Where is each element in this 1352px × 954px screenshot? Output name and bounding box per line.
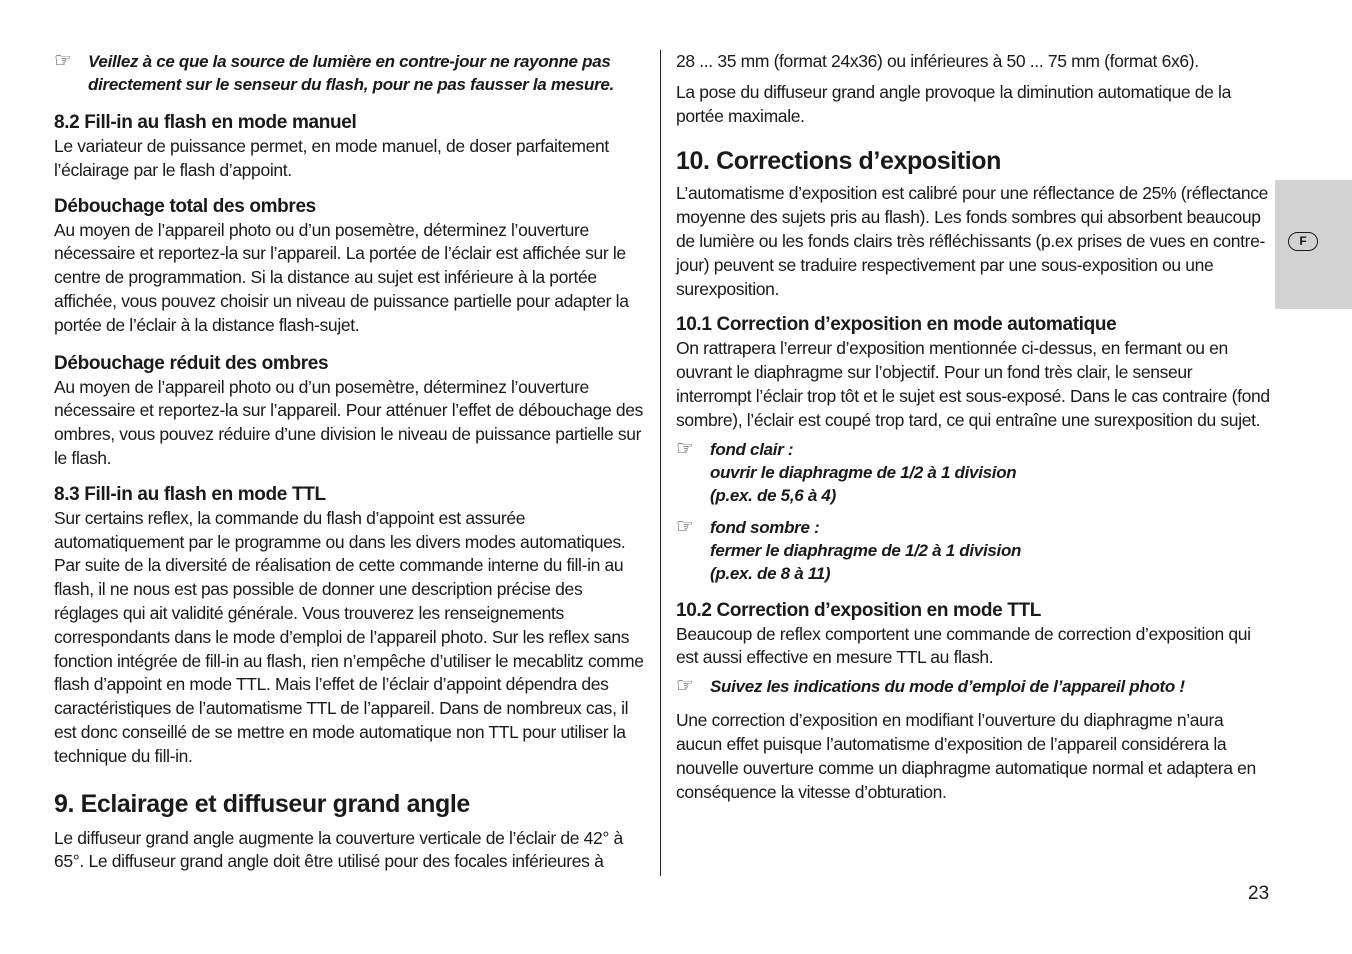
paragraph-10-1: On rattrapera l’erreur d’exposition mentionnée ci-dessus, en fermant ou en ouvrant le diaphragme sur l’objectif. Pour un fond très clair, le senseur interrompt l’éclair trop tôt et le sujet est sous-exposé. Dans le cas contraire (fond sombre), l’éclair est coupé trop tard, ce qui entraîne une surexposition du sujet.	[676, 338, 1270, 430]
note-contre-jour	[54, 50, 650, 96]
heading-debouchage-total: Débouchage total des ombres	[54, 195, 316, 217]
heading-8-2: 8.2 Fill-in au flash en mode manuel	[54, 112, 357, 133]
page-number: 23	[1248, 883, 1270, 904]
note-line: ouvrir le diaphragme de 1/2 à 1 division	[710, 462, 1017, 482]
heading-10-2: 10.2 Correction d’exposition en mode TTL	[676, 599, 1041, 621]
note-line: Veillez à ce que la source de lumière en contre-jour ne rayonne pas	[88, 52, 611, 71]
pointing-hand-icon: ☞	[676, 437, 694, 460]
pointing-hand-icon: ☞	[54, 50, 72, 72]
paragraph-debouchage-reduit: Au moyen de l’appareil photo ou d’un posemètre, déterminez l’ouverture nécessaire et reportez-la sur l’appareil. Pour atténuer l’effet de débouchage des ombres, vous pouvez réduire d’une division le niveau de puissance partielle sur le flash.	[54, 376, 644, 468]
note-line: Suivez les indications du mode d’emploi de l’appareil photo !	[710, 677, 1185, 697]
note-fond-sombre	[676, 516, 1270, 585]
note-line: fermer le diaphragme de 1/2 à 1 division	[710, 540, 1022, 560]
note-line: fond clair :	[710, 439, 794, 459]
pointing-hand-icon: ☞	[676, 675, 694, 698]
paragraph-8-3: Sur certains reflex, la commande du flash d’appoint est assurée automatiquement par le programme ou dans les divers modes automatiques. Par suite de la diversité de réalisation de cette commande interne du fill-in au flash, il ne nous est pas possible de donner une description précise des réglages qui ait validité générale. Vous trouverez les renseignements correspondants dans le mode d’emploi de l’appareil photo. Sur les reflex sans fonction intégrée de fill-in au flash, rien n’empêche d’utiliser le mecablitz comme flash d’appoint en mode TTL. Mais l’effet de l’éclair d’appoint dépendra des caractéristiques de l’automatisme TTL de l’appareil. Dans de nombreux cas, il est donc conseillé de se mettre en mode automatique non TTL pour utiliser la technique du fill-in.	[54, 507, 644, 766]
pointing-hand-icon: ☞	[676, 515, 694, 538]
left-column	[54, 50, 650, 874]
paragraph-debouchage-total: Au moyen de l’appareil photo ou d’un posemètre, déterminez l’ouverture nécessaire et reportez-la sur l’appareil. La portée de l’éclair est affichée sur le centre de programmation. Si la distance au sujet est inférieure à la portée affichée, vous pouvez choisir un niveau de puissance partielle pour adapter la portée de l’éclair à la distance flash-sujet.	[54, 219, 629, 335]
paragraph-10: L’automatisme d’exposition est calibré pour une réflectance de 25% (réflectance moyenne des sujets pris au flash). Les fonds sombres qui absorbent beaucoup de lumière ou les fonds clairs très réfléchissants (p.ex prises de vues en contre-jour) peuvent se traduire respectivement par une sous-exposition ou une surexposition.	[676, 183, 1269, 299]
note-line: directement sur le senseur du flash, pour ne pas fausser la mesure.	[88, 75, 614, 94]
language-badge: F	[1288, 232, 1318, 251]
heading-9: 9. Eclairage et diffuseur grand angle	[54, 789, 470, 818]
heading-10-1: 10.1 Correction d’exposition en mode automatique	[676, 314, 1117, 336]
paragraph-10-2-b: Une correction d’exposition en modifiant l’ouverture du diaphragme n’aura aucun effet puisque l’automatisme d’exposition de l’appareil considérera la nouvelle ouverture comme un diaphragme automatique normal et adaptera en conséquence la vitesse d’obturation.	[676, 710, 1256, 802]
note-line: (p.ex. de 8 à 11)	[710, 563, 831, 583]
paragraph-9-continued: 28 ... 35 mm (format 24x36) ou inférieures à 50 ... 75 mm (format 6x6).	[676, 51, 1199, 71]
note-fond-clair	[676, 438, 1270, 507]
heading-8-3: 8.3 Fill-in au flash en mode TTL	[54, 483, 326, 505]
paragraph-9: Le diffuseur grand angle augmente la couverture verticale de l’éclair de 42° à 65°. Le diffuseur grand angle doit être utilisé pour des focales inférieures à	[54, 827, 623, 872]
right-column	[676, 50, 1270, 804]
note-suivez	[676, 675, 1270, 698]
note-line: (p.ex. de 5,6 à 4)	[710, 485, 836, 505]
paragraph-8-2: Le variateur de puissance permet, en mode manuel, de doser parfaitement l’éclairage par le flash d’appoint.	[54, 136, 609, 180]
heading-debouchage-reduit: Débouchage réduit des ombres	[54, 352, 329, 374]
language-side-tab	[1275, 180, 1352, 309]
note-line: fond sombre :	[710, 517, 820, 537]
paragraph-9-b: La pose du diffuseur grand angle provoque la diminution automatique de la portée maximale.	[676, 81, 1231, 126]
heading-10: 10. Corrections d’exposition	[676, 147, 1001, 176]
paragraph-10-2: Beaucoup de reflex comportent une commande de correction d’exposition qui est aussi effective en mesure TTL au flash.	[676, 623, 1251, 668]
column-divider	[660, 50, 661, 876]
